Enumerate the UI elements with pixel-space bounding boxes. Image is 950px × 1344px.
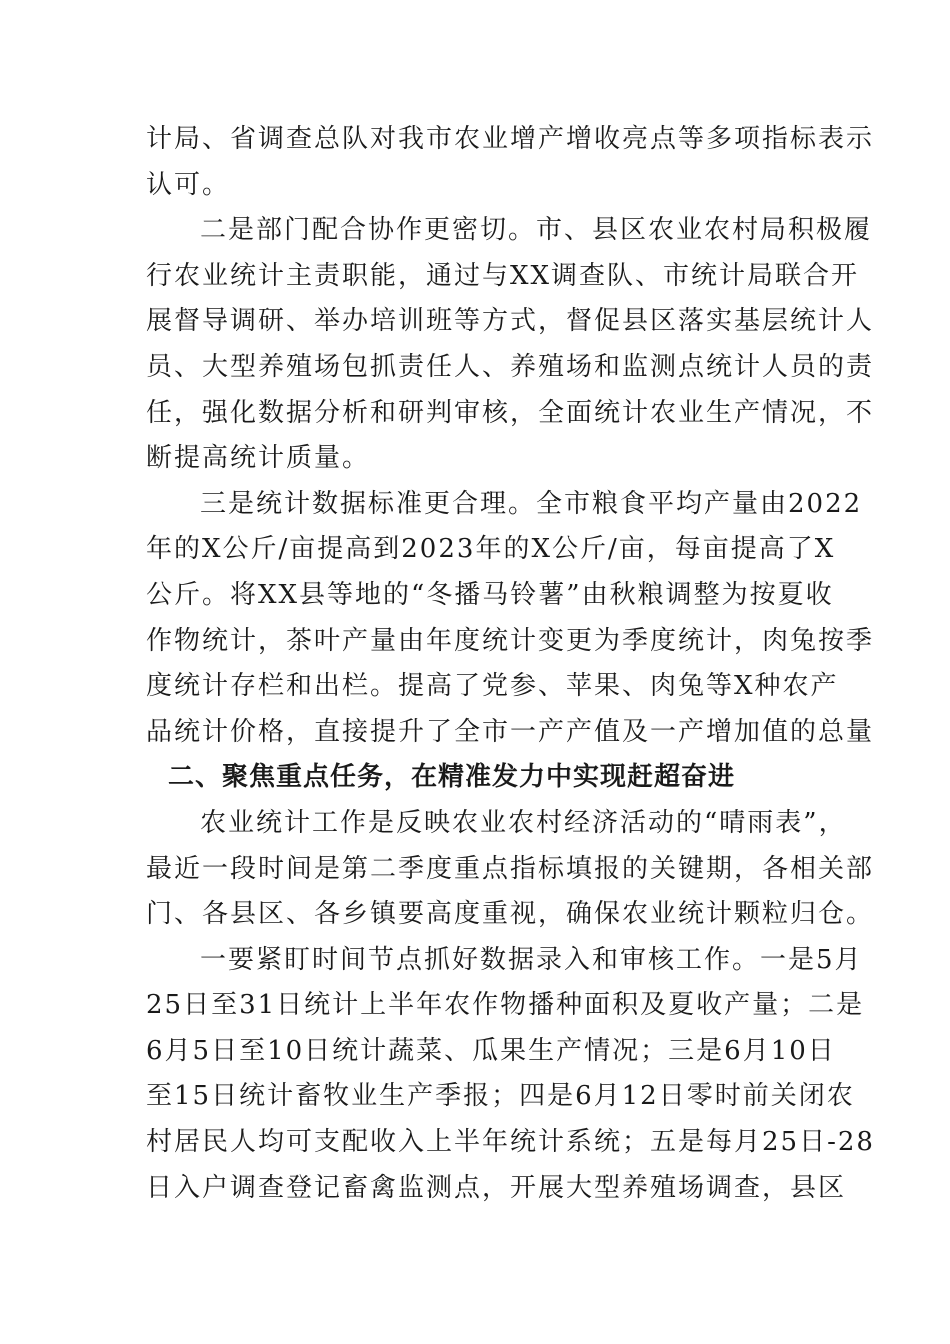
- paragraph-start-line: 农业统计工作是反映农业农村经济活动的“晴雨表”，: [200, 807, 847, 838]
- text-line: 最近一段时间是第二季度重点指标填报的关键期，各相关部: [146, 853, 875, 884]
- text-line: 村居民人均可支配收入上半年统计系统；五是每月25日-28: [146, 1127, 875, 1158]
- section-heading: 二、聚焦重点任务，在精准发力中实现赶超奋进: [168, 762, 736, 793]
- paragraph-start-line: 三是统计数据标准更合理。全市粮食平均产量由2022: [200, 488, 863, 519]
- text-line: 门、各县区、各乡镇要高度重视，确保农业统计颗粒归仓。: [146, 899, 875, 930]
- document-body: [146, 117, 875, 1211]
- text-line: 度统计存栏和出栏。提高了党参、苹果、肉兔等X种农产: [146, 671, 839, 702]
- paragraph-start-line: 一要紧盯时间节点抓好数据录入和审核工作。一是5月: [200, 944, 863, 975]
- text-line: 计局、省调查总队对我市农业增产增收亮点等多项指标表示: [146, 124, 875, 154]
- text-line: 行农业统计主责职能，通过与XX调查队、市统计局联合开: [146, 260, 860, 291]
- text-line: 任，强化数据分析和研判审核，全面统计农业生产情况，不: [146, 397, 875, 428]
- text-line: 员、大型养殖场包抓责任人、养殖场和监测点统计人员的责: [146, 351, 875, 382]
- text-line: 断提高统计质量。: [146, 443, 371, 474]
- text-line: 年的X公斤/亩提高到2023年的X公斤/亩，每亩提高了X: [146, 534, 836, 565]
- text-line: 展督导调研、举办培训班等方式，督促县区落实基层统计人: [146, 306, 875, 337]
- text-line: 至15日统计畜牧业生产季报；四是6月12日零时前关闭农: [146, 1081, 855, 1112]
- text-line: 25日至31日统计上半年农作物播种面积及夏收产量；二是: [146, 990, 865, 1021]
- text-line: 品统计价格，直接提升了全市一产产值及一产增加值的总量: [146, 716, 875, 747]
- text-line: 认可。: [146, 169, 231, 200]
- text-line: 作物统计，茶叶产量由年度统计变更为季度统计，肉兔按季: [146, 625, 875, 656]
- paragraph-start-line: 二是部门配合协作更密切。市、县区农业农村局积极履: [200, 215, 873, 246]
- text-line: 公斤。将XX县等地的“冬播马铃薯”由秋粮调整为按夏收: [146, 579, 834, 610]
- text-line: 6月5日至10日统计蔬菜、瓜果生产情况；三是6月10日: [146, 1035, 836, 1066]
- text-line: 日入户调查登记畜禽监测点，开展大型养殖场调查，县区: [146, 1172, 847, 1203]
